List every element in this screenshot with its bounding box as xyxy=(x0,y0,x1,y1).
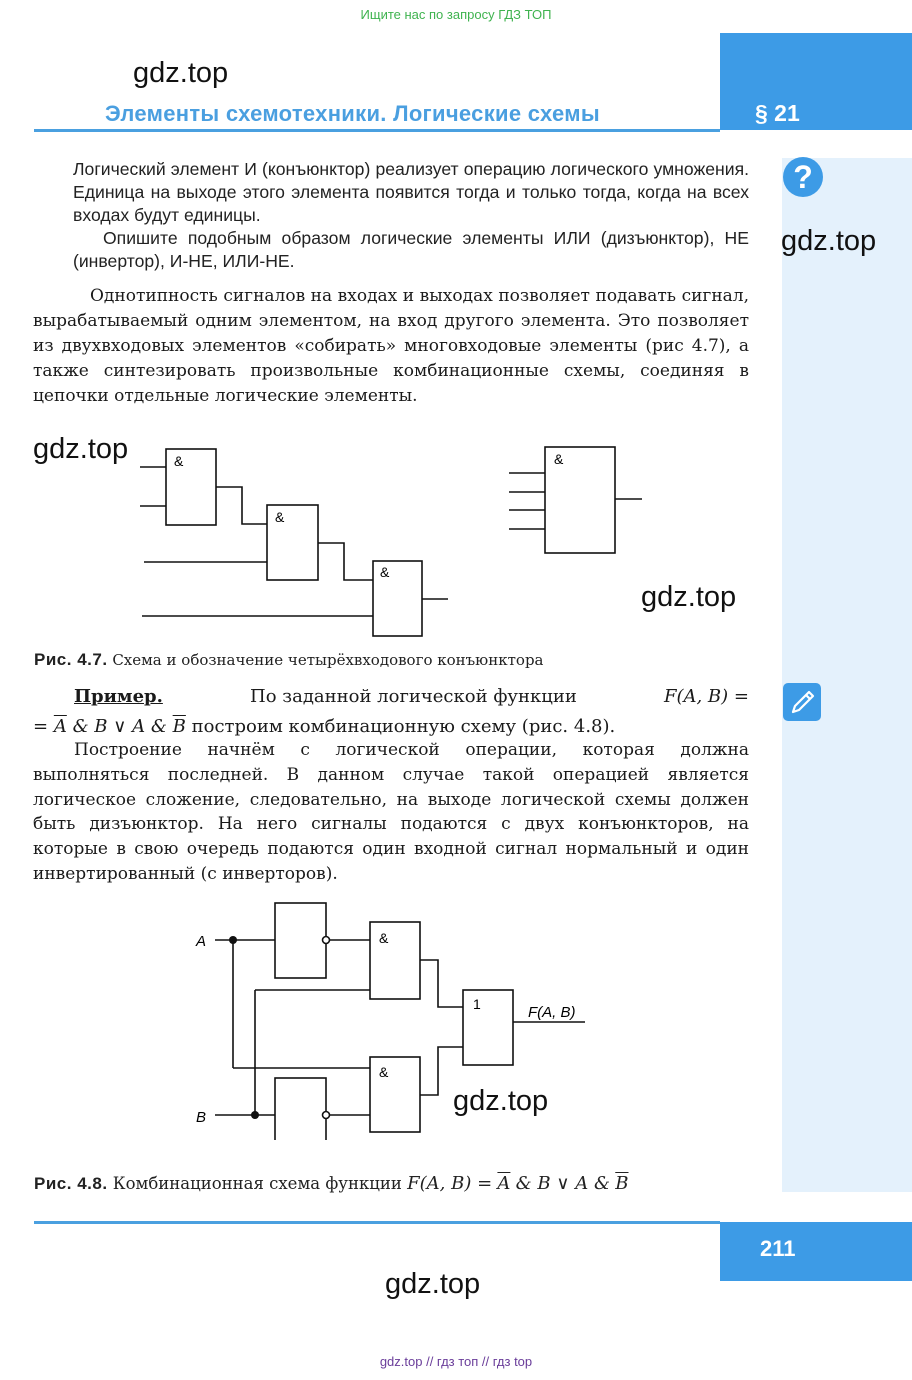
body-paragraph xyxy=(33,738,749,887)
side-strip xyxy=(782,158,912,1192)
watermark: gdz.top xyxy=(385,1268,481,1300)
footer-rule xyxy=(34,1221,720,1224)
example-text-after: построим комбинационную схему (рис. 4.8). xyxy=(191,716,616,737)
and-gate-bottom xyxy=(370,1057,420,1132)
not-b: $\overline{B}$ xyxy=(172,716,186,737)
equals-sign: = xyxy=(33,716,49,737)
watermark: gdz.top xyxy=(641,581,737,613)
caption-label: Рис. 4.8. xyxy=(34,1174,108,1193)
junction-dot xyxy=(251,1111,259,1119)
not-gate-b xyxy=(275,1078,326,1140)
inversion-bubble xyxy=(323,937,330,944)
question-block xyxy=(73,158,749,273)
footer-note: gdz.top // гдз топ // гдз top xyxy=(379,1354,533,1369)
caption-mid: & B ∨ A & xyxy=(515,1173,611,1194)
figure-4-8-caption xyxy=(34,1173,629,1194)
caption-not-b: $\overline{B}$ xyxy=(615,1173,629,1194)
example-label: Пример. xyxy=(74,686,163,707)
gate-label: & xyxy=(379,1064,389,1080)
and-gate-top xyxy=(370,922,420,999)
output-label: F(A, B) xyxy=(528,1004,576,1021)
and-term: & B ∨ A & xyxy=(72,716,167,737)
gate-label: & xyxy=(554,451,564,467)
section-number: § 21 xyxy=(755,100,800,126)
paragraph-text: Однотипность сигналов на входах и выходах позволяет подавать сигнал, вырабатываемый одним элементом, на вход другого элемента. Это позволяет из двухвходовых элементов «собирать» многовходовые элементы (рис 4.7), а также синтезировать произвольные комбинационные схемы, соединяя в цепочки отдельные логические элементы. xyxy=(33,286,749,406)
page-number: 211 xyxy=(760,1236,796,1261)
caption-text: Комбинационная схема функции xyxy=(112,1174,402,1193)
section-header-bar xyxy=(720,33,912,130)
or-gate xyxy=(463,990,513,1065)
gate-label: 1 xyxy=(473,996,481,1012)
figure-4-7-diagram xyxy=(130,440,660,645)
watermark: gdz.top xyxy=(453,1085,549,1117)
question-paragraph: Опишите подобным образом логические элементы ИЛИ (дизъюнктор), НЕ (инвертор), И-НЕ, ИЛИ-НЕ. xyxy=(73,228,749,271)
junction-dot xyxy=(229,936,237,944)
gate-label: & xyxy=(380,564,390,580)
caption-not-a: $\overline{A}$ xyxy=(497,1173,511,1194)
chapter-title: Элементы схемотехники. Логические схемы xyxy=(105,101,600,126)
body-paragraph xyxy=(33,284,749,409)
not-a: $\overline{A}$ xyxy=(53,716,67,737)
figure-4-7-caption xyxy=(34,650,544,670)
not-gate-a xyxy=(275,903,326,978)
watermark: gdz.top xyxy=(781,225,877,257)
example-function: F(A, B) = xyxy=(663,686,749,707)
gate-label: & xyxy=(174,453,184,469)
question-paragraph: Логический элемент И (конъюнктор) реализует операцию логического умножения. Единица на выходе этого элемента появится тогда и только тогда, когда на всех входах будут единицы. xyxy=(73,159,749,225)
caption-label: Рис. 4.7. xyxy=(34,650,108,669)
inversion-bubble xyxy=(323,1112,330,1119)
gate-label: & xyxy=(275,509,285,525)
watermark: gdz.top xyxy=(33,433,129,465)
input-label-a: A xyxy=(196,933,207,950)
input-label-b: B xyxy=(196,1109,207,1126)
paragraph-text: Построение начнём с логической операции, которая должна выполняться последней. В данном случае такой операцией является логическое сложение, следовательно, на выходе логической схемы должен быть дизъюнктор. На него сигналы подаются с двух конъюнкторов, на которые в свою очередь подаются один входной сигнал нормальный и один инвертированный (с инверторов). xyxy=(33,740,749,884)
question-icon: ? xyxy=(783,157,823,197)
gate-label: & xyxy=(379,930,389,946)
caption-text: Схема и обозначение четырёхвходового конъюнктора xyxy=(112,651,544,669)
example-block xyxy=(33,682,749,742)
pencil-icon xyxy=(783,683,821,721)
top-note: Ищите нас по запросу ГДЗ ТОП xyxy=(360,7,552,22)
page-number-bar xyxy=(720,1222,912,1281)
header-rule xyxy=(34,129,720,132)
caption-function: F(A, B) = xyxy=(407,1173,493,1194)
pencil-icon-glyph xyxy=(783,683,821,721)
example-text: По заданной логической функции xyxy=(250,686,577,707)
watermark: gdz.top xyxy=(133,57,229,89)
